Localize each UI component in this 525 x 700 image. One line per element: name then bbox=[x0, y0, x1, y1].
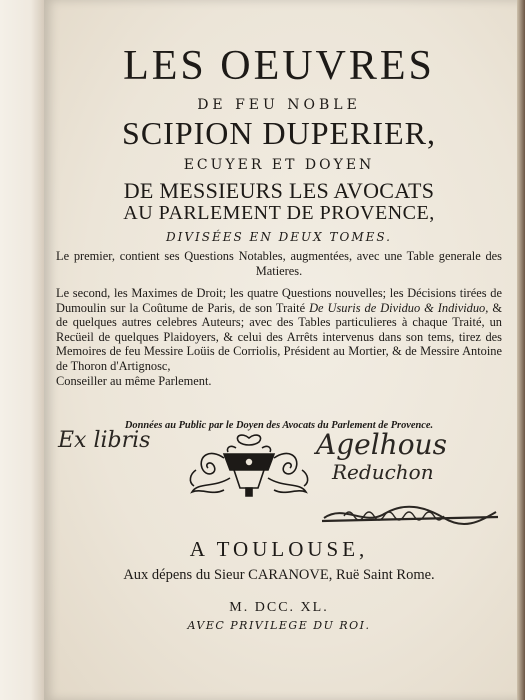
facing-page bbox=[0, 0, 44, 700]
imprint-publisher: Aux dépens du Sieur CARANOVE, Ruë Saint Rome. bbox=[123, 567, 435, 583]
dedication-line: Données au Public par le Doyen des Avocats du Parlement de Provence. bbox=[124, 420, 434, 432]
title-line-2: DE FEU NOBLE bbox=[197, 97, 361, 113]
tome-one-description: Le premier, contient ses Questions Notables, augmentées, avec une Table generale des Matieres. bbox=[56, 249, 502, 278]
title-page bbox=[44, 0, 525, 700]
volumes-note: DIVISÉES EN DEUX TOMES. bbox=[166, 230, 392, 244]
imprint-year: M. DCC. XL. bbox=[229, 600, 329, 615]
royal-privilege: AVEC PRIVILEGE DU ROI. bbox=[187, 619, 371, 632]
tome-two-text-a: Le second, les Maximes de Droit; les quatre Questions nouvelles; les Décisions tirées de Dumoulin sur la Coûtume de Paris, de son Traité bbox=[56, 286, 502, 315]
floral-vignette-icon bbox=[184, 430, 314, 500]
tome-two-italic-title: De Usuris de Dividuo & Individuo, bbox=[309, 300, 489, 315]
title-line-6: AU PARLEMENT DE PROVENCE, bbox=[123, 202, 435, 224]
page-edge bbox=[517, 0, 525, 700]
owner-signature-2: Reduchon bbox=[332, 460, 434, 484]
author-name: SCIPION DUPERIER, bbox=[122, 115, 436, 151]
tome-two-description bbox=[56, 286, 502, 388]
tome-two-text-b: & de quelques autres celebres Auteurs; avec des Tables particulieres à chaque Traité, un Recüeil de quelques Plaidoyers, & celui des Arrêts intervenus dans son tems, tirez des Memoires de feu Messire Loüis de Corriolis, Président au Mortier, & de Messire Antoine de Thoron d'Artignosc, bbox=[56, 300, 502, 373]
title-line-1: LES OEUVRES bbox=[123, 43, 435, 89]
owner-signature-1: Agelhous bbox=[316, 428, 447, 461]
imprint-city: A TOULOUSE, bbox=[189, 537, 369, 561]
title-line-5: DE MESSIEURS LES AVOCATS bbox=[123, 178, 435, 203]
author-title: ECUYER ET DOYEN bbox=[183, 157, 375, 173]
ex-libris-handwriting: Ex libris bbox=[58, 428, 151, 453]
crossed-out-signature bbox=[314, 496, 504, 536]
tome-two-last-line: Conseiller au même Parlement. bbox=[56, 373, 212, 388]
